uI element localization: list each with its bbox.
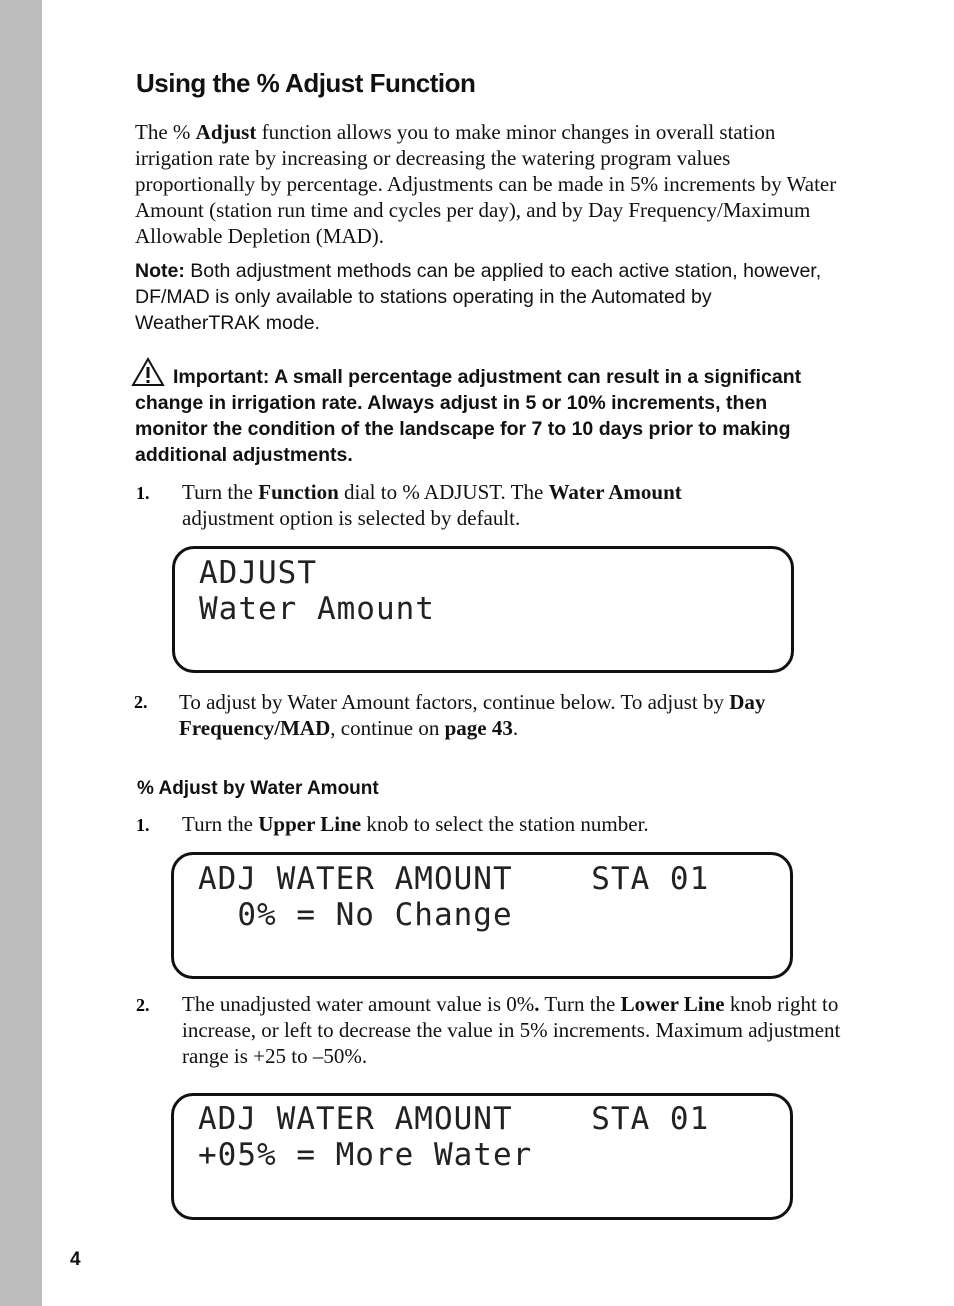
- step-number: 2.: [134, 692, 148, 712]
- step-upper-line-knob: Turn the Upper Line knob to select the station number.: [182, 812, 649, 836]
- note-label: Note:: [135, 260, 185, 282]
- section-title: Using the % Adjust Function: [136, 68, 476, 98]
- important-warning: Important: A small percentage adjustment can result in a significant change in irrigation rate. Always adjust in 5 or 10% increments, then monitor the condition of the landscape for 7 to 10 days prior to making additional adjustments.: [135, 357, 815, 468]
- lcd-display-adjust: ADJUST Water Amount: [172, 546, 794, 673]
- step-number: 1.: [136, 483, 150, 503]
- note-paragraph: Note: Both adjustment methods can be applied to each active station, however, DF/MAD is only available to stations operating in the Automated by WeatherTRAK mode.: [135, 260, 822, 334]
- step-number: 1.: [136, 815, 150, 835]
- subsection-heading: % Adjust by Water Amount: [137, 778, 379, 799]
- step-number: 2.: [136, 995, 150, 1015]
- step-choose-method: To adjust by Water Amount factors, continue below. To adjust by Day Frequency/MAD, continue on page 43.: [179, 690, 766, 740]
- step-lower-line-knob: The unadjusted water amount value is 0%. Turn the Lower Line knob right to increase, or left to decrease the value in 5% increments. Maximum adjustment range is +25 to –50%.: [182, 992, 841, 1068]
- page-reference-link[interactable]: page 43: [444, 716, 513, 740]
- intro-paragraph: The % Adjust function allows you to make minor changes in overall station irrigation rate by increasing or decreasing the watering program values proportionally by percentage. Adjustments can be made in 5% increments by Water Amount (station run time and cycles per day), and by Day Frequency/Maximum Allowable Depletion (MAD).: [135, 120, 837, 248]
- side-margin-bar: [0, 0, 42, 1306]
- lcd-display-more-water: ADJ WATER AMOUNT STA 01 +05% = More Water: [171, 1093, 793, 1220]
- warning-triangle-icon: [131, 357, 165, 387]
- page-number: 4: [70, 1249, 81, 1270]
- lcd-display-no-change: ADJ WATER AMOUNT STA 01 0% = No Change: [171, 852, 793, 979]
- step-function-dial: Turn the Function dial to % ADJUST. The Water Amount adjustment option is selected by default.: [182, 480, 682, 530]
